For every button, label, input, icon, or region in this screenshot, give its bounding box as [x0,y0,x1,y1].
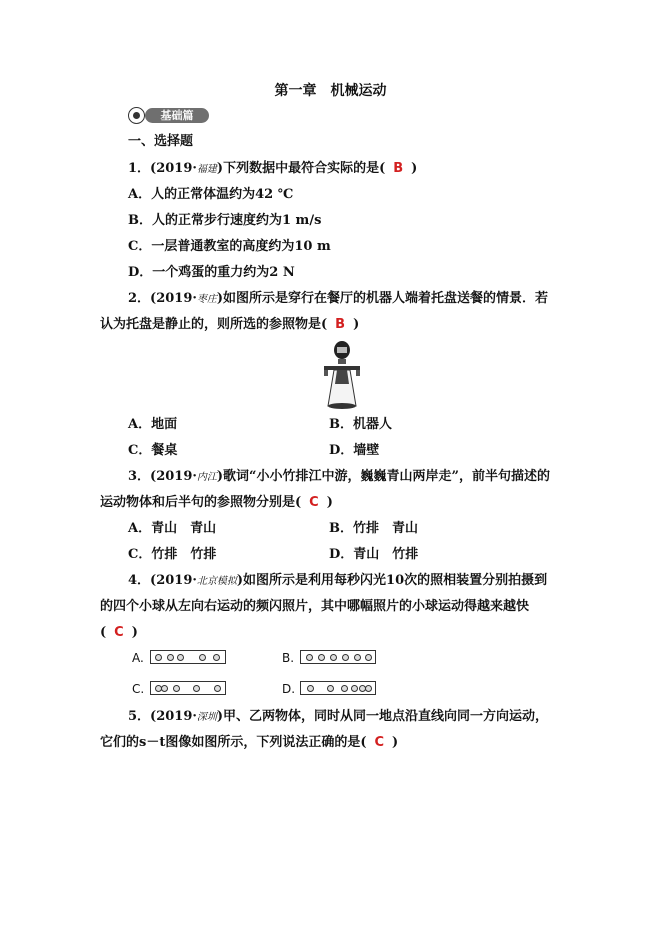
strip-c-ball [214,685,221,692]
question-3-answer: C [309,495,319,510]
strip-b-ball [354,654,361,661]
strip-d-label: D. [282,682,296,696]
strip-b [300,650,376,664]
question-5: 5．(2019·深圳)甲、乙两物体，同时从同一地点沿直线向同一方向运动， [128,709,549,724]
q1-option-c: C．一层普通教室的高度约为10 m [128,239,331,254]
strip-a-ball [155,654,162,661]
question-1-answer: B [393,161,404,176]
question-4: 4．(2019·北京模拟)如图所示是利用每秒闪光10次的照相装置分别拍摄到 [128,573,548,588]
q2-option-a: A．地面 [128,417,178,432]
q2-option-c: C．餐桌 [128,443,178,458]
page-title: 第一章 机械运动 [274,83,387,99]
strip-a-ball [213,654,220,661]
strip-c-ball [161,685,168,692]
question-2-source: 枣庄 [196,294,217,305]
strip-a-ball [177,654,184,661]
q2-option-d: D．墙壁 [329,443,380,458]
strip-d-ball [327,685,334,692]
strip-b-ball [365,654,372,661]
strip-d-ball [365,685,372,692]
strip-b-ball [318,654,325,661]
question-2-line2: 认为托盘是静止的，则所选的参照物是( B ) [100,317,360,332]
strip-d [300,681,376,695]
strip-a-ball [199,654,206,661]
target-icon [128,107,145,124]
strip-b-label: B. [282,651,295,665]
strip-d-ball [351,685,358,692]
strip-a [150,650,226,664]
strip-c-ball [173,685,180,692]
q1-option-a: A．人的正常体温约为42 ℃ [128,187,294,202]
question-5-line2: 它们的s－t图像如图所示，下列说法正确的是( C ) [100,735,399,750]
strip-d-ball [341,685,348,692]
question-1-source: 福建 [196,164,217,175]
q1-option-d: D．一个鸡蛋的重力约为2 N [128,265,295,280]
strip-b-ball [342,654,349,661]
q2-option-b: B．机器人 [329,417,392,432]
question-4-source: 北京模拟 [196,576,237,587]
strip-d-ball [307,685,314,692]
strip-a-ball [167,654,174,661]
strip-c-ball [193,685,200,692]
question-5-source: 深圳 [196,712,217,723]
strip-c-label: C. [132,682,145,696]
question-4-line2: 的四个小球从左向右运动的频闪照片，其中哪幅照片的小球运动得越来越快 [100,599,530,614]
question-4-answer: C [114,625,124,640]
question-2: 2．(2019·枣庄)如图所示是穿行在餐厅的机器人端着托盘送餐的情景．若 [128,291,549,306]
section-heading: 一、选择题 [128,134,194,149]
question-3: 3．(2019·内江)歌词“小小竹排江中游，巍巍青山两岸走”，前半句描述的 [128,469,551,484]
question-1: 1．(2019·福建)下列数据中最符合实际的是( B ) [128,161,418,176]
question-2-answer: B [335,317,346,332]
badge-label: 基础篇 [145,108,209,123]
q1-option-b: B．人的正常步行速度约为1 m/s [128,213,322,228]
robot-figure [320,340,364,410]
question-4-line3: ( C ) [100,625,138,640]
strip-b-ball [306,654,313,661]
strip-a-label: A. [132,651,144,665]
section-badge [128,107,210,124]
q3-option-c: C．竹排 竹排 [128,547,217,562]
q3-option-a: A．青山 青山 [128,521,217,536]
strip-b-ball [330,654,337,661]
question-3-source: 内江 [196,472,217,483]
q3-option-d: D．青山 竹排 [329,547,419,562]
strip-c [150,681,226,695]
q3-option-b: B．竹排 青山 [329,521,418,536]
question-3-line2: 运动物体和后半句的参照物分别是( C ) [100,495,333,510]
question-5-answer: C [374,735,385,750]
